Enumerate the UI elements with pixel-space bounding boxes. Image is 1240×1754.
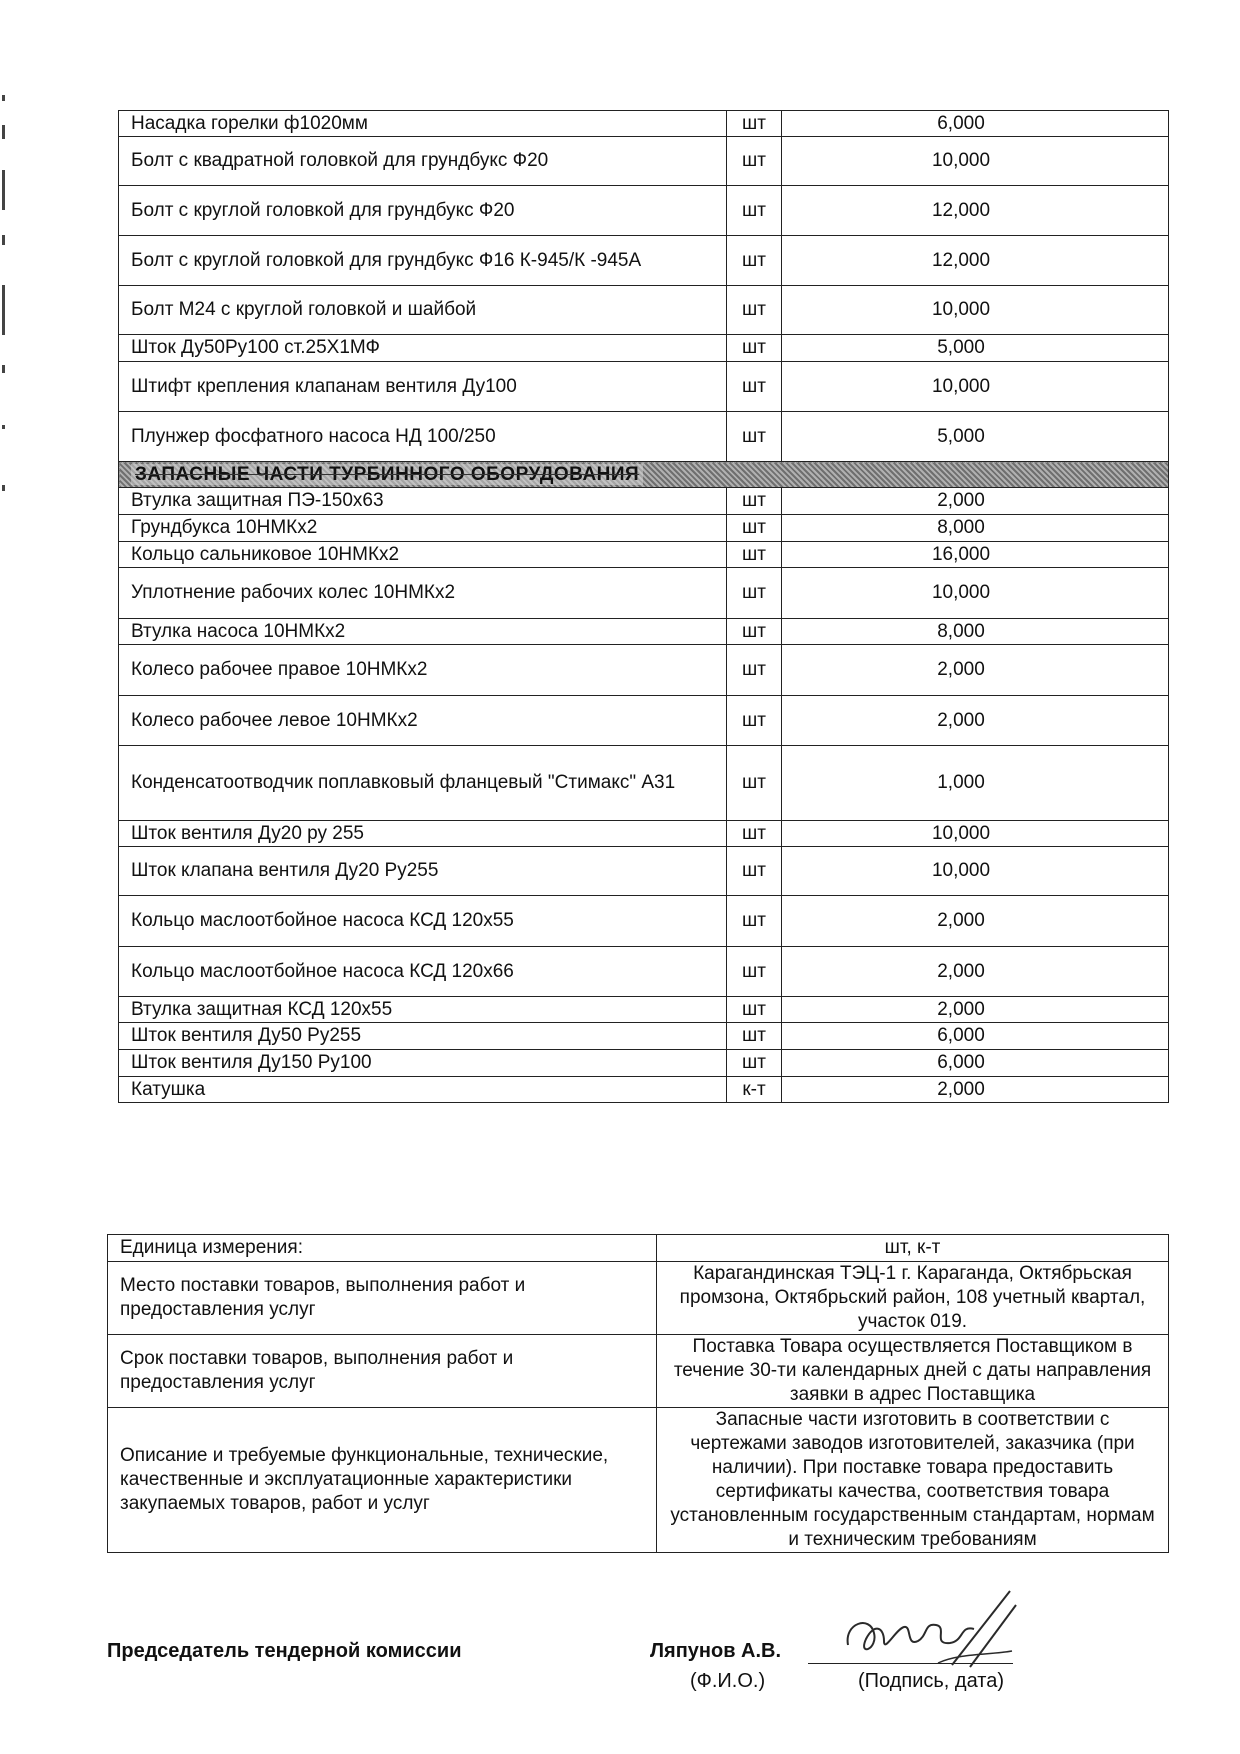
- item-quantity-cell: 6,000: [782, 1023, 1169, 1050]
- item-unit-cell: шт: [727, 1023, 782, 1050]
- item-quantity-cell: 2,000: [782, 947, 1169, 997]
- table-row: [119, 821, 1169, 847]
- conditions-table-body: [108, 1235, 1169, 1553]
- item-unit-cell: шт: [727, 619, 782, 645]
- table-row: [119, 568, 1169, 619]
- item-name-cell: Болт М24 с круглой головкой и шайбой: [119, 286, 727, 335]
- item-quantity-cell: 2,000: [782, 896, 1169, 947]
- item-unit-cell: шт: [727, 111, 782, 137]
- table-row: [119, 286, 1169, 335]
- item-name-cell: Кольцо сальниковое 10НМКх2: [119, 542, 727, 568]
- item-name-cell: Втулка насоса 10НМКх2: [119, 619, 727, 645]
- item-unit-cell: шт: [727, 236, 782, 286]
- item-unit-cell: шт: [727, 335, 782, 362]
- table-row: [119, 515, 1169, 542]
- item-quantity-cell: 10,000: [782, 362, 1169, 412]
- table-row: [119, 137, 1169, 186]
- fio-caption: (Ф.И.О.): [690, 1670, 766, 1692]
- signature-date-caption: (Подпись, дата): [858, 1670, 1004, 1692]
- conditions-row: [108, 1262, 1169, 1335]
- item-unit-cell: шт: [727, 1050, 782, 1077]
- item-quantity-cell: 2,000: [782, 997, 1169, 1023]
- item-quantity-cell: 1,000: [782, 746, 1169, 821]
- item-unit-cell: шт: [727, 746, 782, 821]
- signer-name: Ляпунов А.В.: [650, 1640, 782, 1662]
- item-quantity-cell: 6,000: [782, 111, 1169, 137]
- table-row: [119, 997, 1169, 1023]
- condition-value-cell: Карагандинская ТЭЦ-1 г. Караганда, Октябрьская промзона, Октябрьский район, 108 учетный квартал, участок 019.: [657, 1262, 1169, 1335]
- item-quantity-cell: 12,000: [782, 186, 1169, 236]
- item-unit-cell: шт: [727, 542, 782, 568]
- item-quantity-cell: 2,000: [782, 696, 1169, 746]
- table-row: [119, 488, 1169, 515]
- item-name-cell: Штифт крепления клапанам вентиля Ду100: [119, 362, 727, 412]
- item-quantity-cell: 10,000: [782, 137, 1169, 186]
- item-name-cell: Болт с круглой головкой для грундбукс Ф20: [119, 186, 727, 236]
- condition-label-cell: Описание и требуемые функциональные, технические, качественные и эксплуатационные характеристики закупаемых товаров, работ и услуг: [108, 1408, 657, 1553]
- item-unit-cell: шт: [727, 847, 782, 896]
- item-name-cell: Насадка горелки ф1020мм: [119, 111, 727, 137]
- item-quantity-cell: 10,000: [782, 568, 1169, 619]
- item-unit-cell: шт: [727, 412, 782, 462]
- table-row: [119, 896, 1169, 947]
- condition-label-cell: Срок поставки товаров, выполнения работ и предоставления услуг: [108, 1335, 657, 1408]
- item-unit-cell: шт: [727, 286, 782, 335]
- signature-block: [0, 1605, 1240, 1745]
- item-quantity-cell: 5,000: [782, 335, 1169, 362]
- table-row: [119, 186, 1169, 236]
- item-name-cell: Втулка защитная ПЭ-150х63: [119, 488, 727, 515]
- item-quantity-cell: 8,000: [782, 515, 1169, 542]
- item-unit-cell: шт: [727, 696, 782, 746]
- items-table: [118, 110, 1169, 1103]
- item-unit-cell: шт: [727, 515, 782, 542]
- item-name-cell: Колесо рабочее левое 10НМКх2: [119, 696, 727, 746]
- item-unit-cell: к-т: [727, 1077, 782, 1103]
- item-quantity-cell: 10,000: [782, 821, 1169, 847]
- item-name-cell: Шток вентиля Ду50 Ру255: [119, 1023, 727, 1050]
- table-row: [119, 335, 1169, 362]
- item-unit-cell: шт: [727, 821, 782, 847]
- item-quantity-cell: 2,000: [782, 1077, 1169, 1103]
- item-name-cell: Шток вентиля Ду20 ру 255: [119, 821, 727, 847]
- table-row: [119, 847, 1169, 896]
- table-row: [119, 111, 1169, 137]
- item-name-cell: Конденсатоотводчик поплавковый фланцевый "Стимакс" А31: [119, 746, 727, 821]
- conditions-table: [107, 1234, 1169, 1553]
- item-name-cell: Шток Ду50Ру100 ст.25Х1МФ: [119, 335, 727, 362]
- item-unit-cell: шт: [727, 488, 782, 515]
- item-unit-cell: шт: [727, 362, 782, 412]
- item-name-cell: Болт с квадратной головкой для грундбукс Ф20: [119, 137, 727, 186]
- item-quantity-cell: 12,000: [782, 236, 1169, 286]
- item-unit-cell: шт: [727, 568, 782, 619]
- table-row: [119, 412, 1169, 462]
- item-name-cell: Кольцо маслоотбойное насоса КСД 120х55: [119, 896, 727, 947]
- section-title: ЗАПАСНЫЕ ЧАСТИ ТУРБИННОГО ОБОРУДОВАНИЯ: [131, 464, 643, 485]
- item-quantity-cell: 6,000: [782, 1050, 1169, 1077]
- section-header: [119, 462, 1169, 488]
- table-row: [119, 542, 1169, 568]
- item-unit-cell: шт: [727, 186, 782, 236]
- item-name-cell: Катушка: [119, 1077, 727, 1103]
- item-name-cell: Грундбукса 10НМКх2: [119, 515, 727, 542]
- item-name-cell: Втулка защитная КСД 120х55: [119, 997, 727, 1023]
- handwritten-signature: [840, 1583, 1020, 1678]
- item-quantity-cell: 10,000: [782, 847, 1169, 896]
- item-quantity-cell: 2,000: [782, 645, 1169, 696]
- section-header-row: [119, 462, 1169, 488]
- table-row: [119, 619, 1169, 645]
- items-table-body: [119, 111, 1169, 1103]
- condition-label-cell: Место поставки товаров, выполнения работ и предоставления услуг: [108, 1262, 657, 1335]
- condition-label-cell: Единица измерения:: [108, 1235, 657, 1262]
- item-unit-cell: шт: [727, 896, 782, 947]
- item-name-cell: Колесо рабочее правое 10НМКх2: [119, 645, 727, 696]
- table-row: [119, 362, 1169, 412]
- table-row: [119, 696, 1169, 746]
- table-row: [119, 746, 1169, 821]
- item-name-cell: Шток вентиля Ду150 Ру100: [119, 1050, 727, 1077]
- condition-value-cell: Поставка Товара осуществляется Поставщиком в течение 30-ти календарных дней с даты направления заявки в адрес Поставщика: [657, 1335, 1169, 1408]
- item-name-cell: Кольцо маслоотбойное насоса КСД 120х66: [119, 947, 727, 997]
- item-unit-cell: шт: [727, 997, 782, 1023]
- table-row: [119, 1023, 1169, 1050]
- table-row: [119, 645, 1169, 696]
- conditions-row: [108, 1335, 1169, 1408]
- scan-edge-marks: [0, 95, 10, 515]
- item-name-cell: Болт с круглой головкой для грундбукс Ф16 К-945/К -945А: [119, 236, 727, 286]
- table-row: [119, 947, 1169, 997]
- table-row: [119, 1077, 1169, 1103]
- item-quantity-cell: 16,000: [782, 542, 1169, 568]
- item-name-cell: Шток клапана вентиля Ду20 Ру255: [119, 847, 727, 896]
- commission-chair-label: Председатель тендерной комиссии: [107, 1640, 462, 1662]
- table-row: [119, 236, 1169, 286]
- item-unit-cell: шт: [727, 947, 782, 997]
- item-name-cell: Плунжер фосфатного насоса НД 100/250: [119, 412, 727, 462]
- condition-value-cell: Запасные части изготовить в соответствии с чертежами заводов изготовителей, заказчика (при наличии). При поставке товара предоставить сертификаты качества, соответствия товара установленным государственным стандартам, нормам и техническим требованиям: [657, 1408, 1169, 1553]
- table-row: [119, 1050, 1169, 1077]
- item-quantity-cell: 5,000: [782, 412, 1169, 462]
- item-name-cell: Уплотнение рабочих колес 10НМКх2: [119, 568, 727, 619]
- condition-value-cell: шт, к-т: [657, 1235, 1169, 1262]
- conditions-row: [108, 1235, 1169, 1262]
- item-quantity-cell: 8,000: [782, 619, 1169, 645]
- item-unit-cell: шт: [727, 645, 782, 696]
- item-unit-cell: шт: [727, 137, 782, 186]
- conditions-row: [108, 1408, 1169, 1553]
- item-quantity-cell: 10,000: [782, 286, 1169, 335]
- item-quantity-cell: 2,000: [782, 488, 1169, 515]
